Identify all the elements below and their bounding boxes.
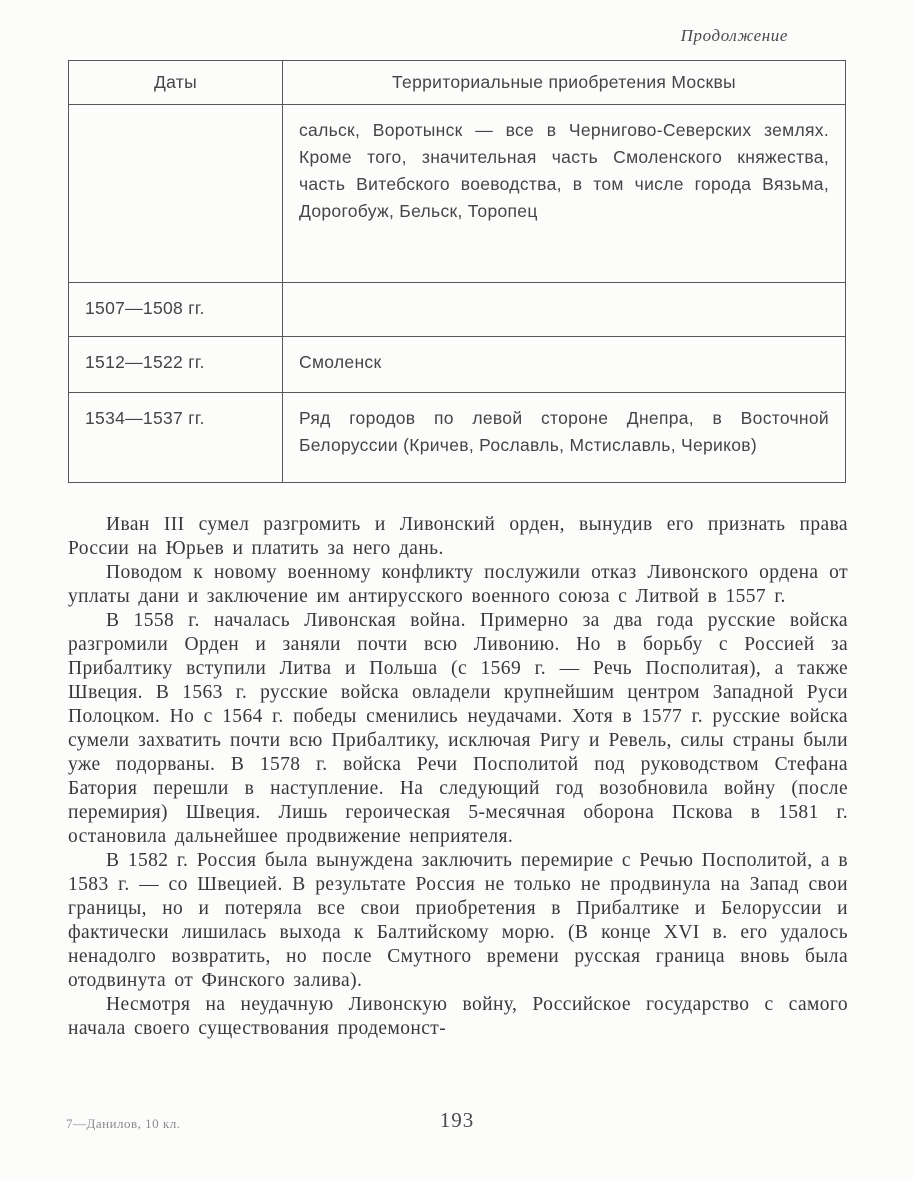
table-header-dates: Даты	[69, 61, 283, 105]
table-row	[69, 105, 846, 283]
body-text	[68, 513, 848, 1041]
table-header-row	[69, 61, 846, 105]
acquisitions-table	[68, 60, 846, 483]
table-cell-acquisitions: сальск, Воротынск — все в Чернигово-Северских землях. Кроме того, значительная часть Смоленского княжества, часть Витебского воеводства, в том числе города Вязьма, Дорогобуж, Бельск, Торопец	[283, 105, 846, 283]
table-row	[69, 393, 846, 483]
table-cell-date: 1507—1508 гг.	[69, 283, 283, 337]
paragraph: Несмотря на неудачную Ливонскую войну, Российское государство с самого начала своего существования продемонст-	[68, 994, 848, 1039]
printer-mark: 7—Данилов, 10 кл.	[66, 1116, 181, 1131]
table-cell-acquisitions: Ряд городов по левой стороне Днепра, в Восточной Белоруссии (Кричев, Рославль, Мстиславль, Чериков)	[283, 393, 846, 483]
table-row	[69, 283, 846, 337]
paragraph: В 1582 г. Россия была вынуждена заключить перемирие с Речью Посполитой, а в 1583 г. — со Швецией. В результате Россия не только не продвинула на Запад свои границы, но и потеряла все свои приобретения в Прибалтике и Белоруссии и фактически лишилась выхода к Балтийскому морю. (В конце XVI в. его удалось ненадолго возвратить, но после Смутного времени русская граница вновь была отодвинута от Финского залива).	[68, 850, 848, 991]
table-cell-date	[69, 105, 283, 283]
table-row	[69, 337, 846, 393]
table-cell-acquisitions: Смоленск	[283, 337, 846, 393]
paragraph: Иван III сумел разгромить и Ливонский орден, вынудив его признать права России на Юрьев и платить за него дань.	[68, 514, 848, 559]
paragraph: Поводом к новому военному конфликту послужили отказ Ливонского ордена от уплаты дани и заключение им антирусского военного союза с Литвой в 1557 г.	[68, 562, 848, 607]
continuation-label: Продолжение	[680, 26, 788, 45]
table-header-acquisitions: Территориальные приобретения Москвы	[283, 61, 846, 105]
table-cell-acquisitions	[283, 283, 846, 337]
paragraph: В 1558 г. началась Ливонская война. Примерно за два года русские войска разгромили Орден и заняли почти всю Ливонию. Но в борьбу с Россией за Прибалтику вступили Литва и Польша (с 1569 г. — Речь Посполитая), а также Швеция. В 1563 г. русские войска овладели крупнейшим центром Западной Руси Полоцком. Но с 1564 г. победы сменились неудачами. Хотя в 1577 г. русские войска сумели захватить почти всю Прибалтику, исключая Ригу и Ревель, силы страны были уже подорваны. В 1578 г. войска Речи Посполитой под руководством Стефана Батория перешли в наступление. На следующий год возобновила войну (после перемирия) Швеция. Лишь героическая 5-месячная оборона Пскова в 1581 г. остановила дальнейшее продвижение неприятеля.	[68, 610, 848, 847]
table-cell-date: 1534—1537 гг.	[69, 393, 283, 483]
table-cell-date: 1512—1522 гг.	[69, 337, 283, 393]
page-number: 193	[439, 1108, 475, 1132]
page-footer	[0, 1108, 914, 1148]
